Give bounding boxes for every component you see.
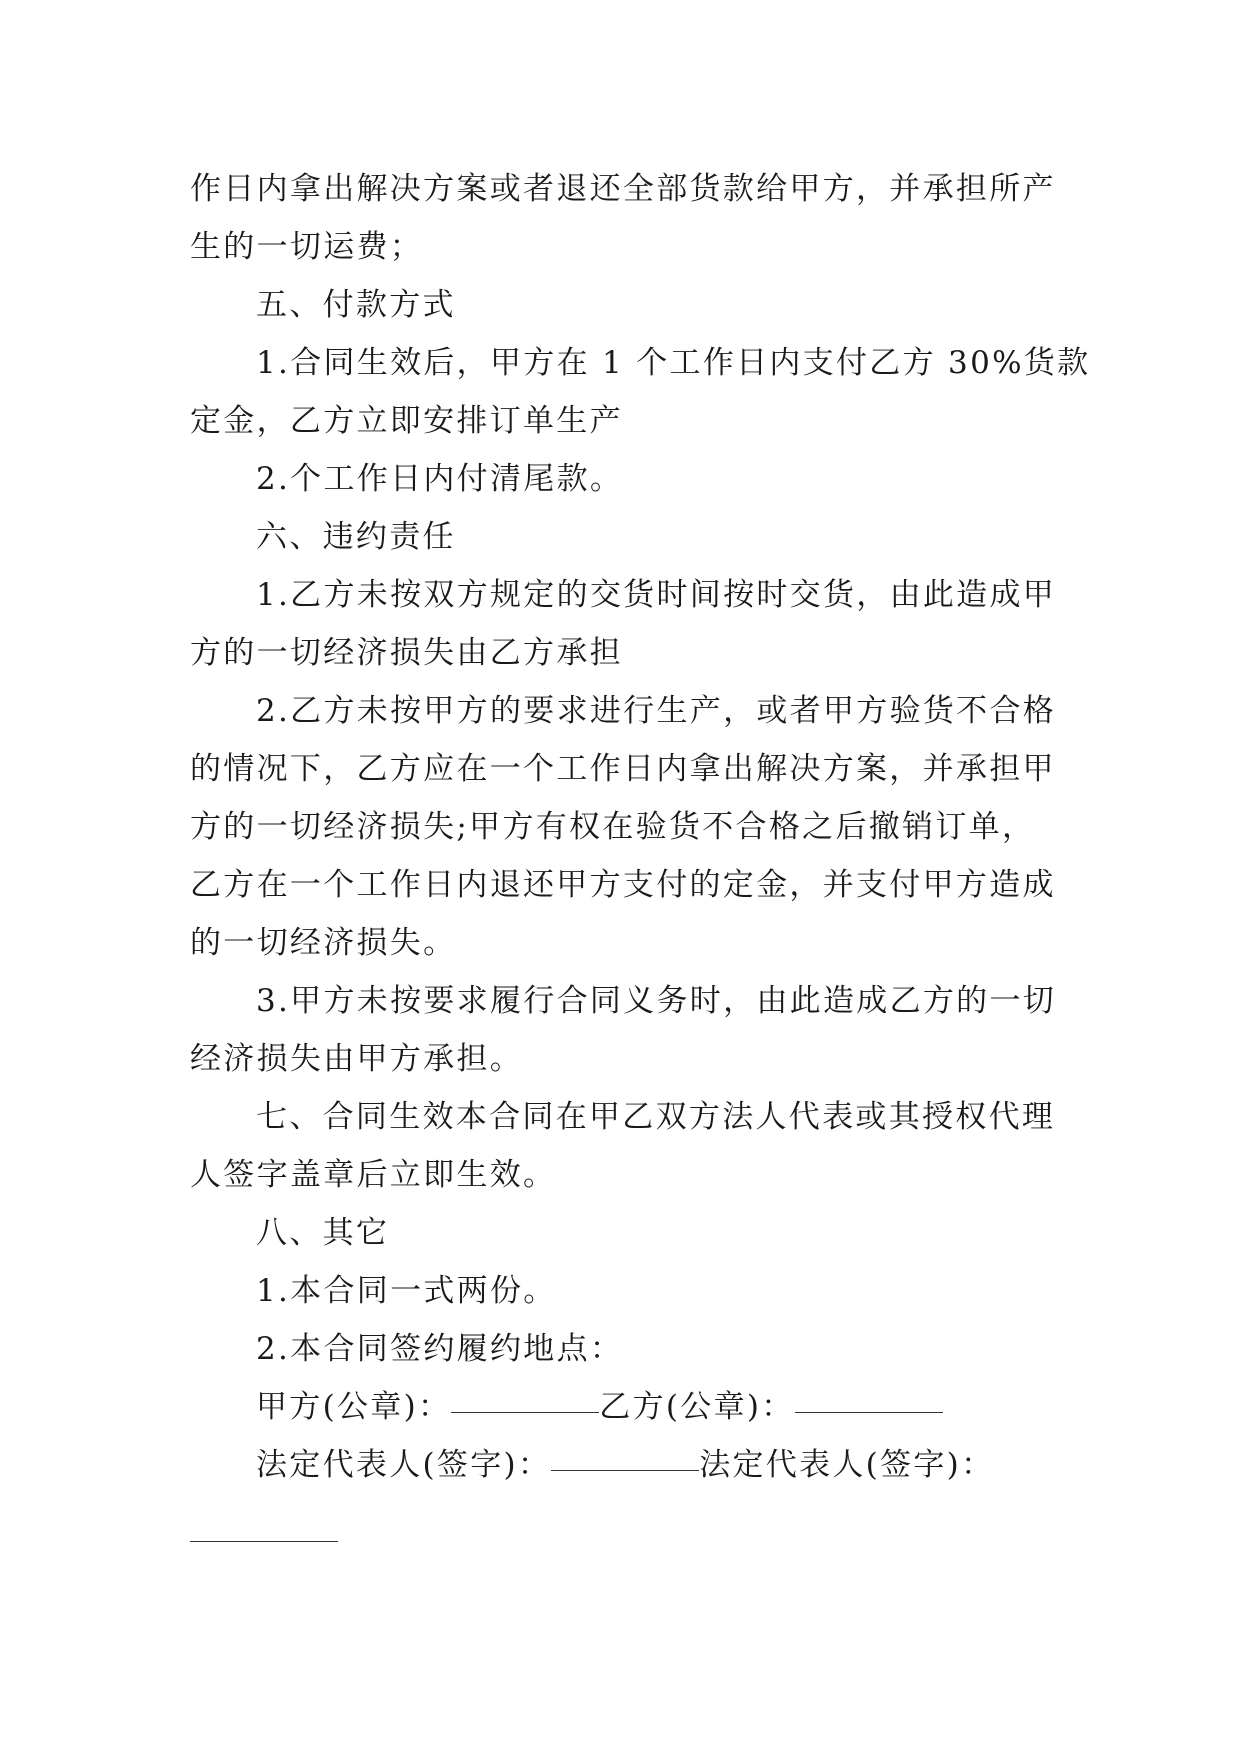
- paragraph-line: 1.本合同一式两份。: [256, 1273, 557, 1309]
- party-b-seal-blank[interactable]: [795, 1412, 943, 1413]
- paragraph-line: 2.本合同签约履约地点：: [256, 1331, 624, 1367]
- paragraph-line: 2.个工作日内付清尾款。: [256, 461, 624, 497]
- paragraph-line: 3.甲方未按要求履行合同义务时，由此造成乙方的一切: [256, 983, 1057, 1019]
- representative-line: [190, 1436, 1050, 1494]
- paragraph-line: 生的一切运费；: [190, 229, 424, 265]
- paragraph-line: 乙方在一个工作日内退还甲方支付的定金，并支付甲方造成: [190, 867, 1056, 903]
- paragraph-line: 定金，乙方立即安排订单生产: [190, 403, 623, 439]
- paragraph-line: 1.合同生效后，甲方在 1 个工作日内支付乙方 30%货款: [256, 345, 1091, 381]
- party-b-seal-label: 乙方(公章)：: [599, 1389, 795, 1425]
- paragraph-line: 1.乙方未按双方规定的交货时间按时交货，由此造成甲: [256, 577, 1057, 613]
- document-body: [190, 160, 1091, 1494]
- party-b-rep-label: 法定代表人(签字)：: [699, 1447, 995, 1483]
- seal-line: [190, 1378, 1050, 1436]
- section-heading-payment: 五、付款方式: [256, 287, 456, 323]
- party-a-seal-blank[interactable]: [451, 1412, 599, 1413]
- party-a-rep-label: 法定代表人(签字)：: [256, 1447, 552, 1483]
- paragraph-line: 2.乙方未按甲方的要求进行生产，或者甲方验货不合格: [256, 693, 1057, 729]
- paragraph-line: 经济损失由甲方承担。: [190, 1041, 523, 1077]
- party-a-rep-blank[interactable]: [551, 1470, 699, 1471]
- paragraph-line: 作日内拿出解决方案或者退还全部货款给甲方，并承担所产: [190, 171, 1056, 207]
- party-b-rep-blank[interactable]: [190, 1541, 338, 1542]
- section-heading-effective: 七、合同生效本合同在甲乙双方法人代表或其授权代理: [256, 1099, 1056, 1135]
- paragraph-line: 的一切经济损失。: [190, 925, 457, 961]
- paragraph-line: 人签字盖章后立即生效。: [190, 1157, 557, 1193]
- paragraph-line: 方的一切经济损失;甲方有权在验货不合格之后撤销订单，: [190, 809, 1036, 845]
- paragraph-line: 的情况下，乙方应在一个工作日内拿出解决方案，并承担甲: [190, 751, 1056, 787]
- paragraph-line: 方的一切经济损失由乙方承担: [190, 635, 623, 671]
- party-a-seal-label: 甲方(公章)：: [256, 1389, 452, 1425]
- section-heading-liability: 六、违约责任: [256, 519, 456, 555]
- section-heading-other: 八、其它: [256, 1215, 390, 1251]
